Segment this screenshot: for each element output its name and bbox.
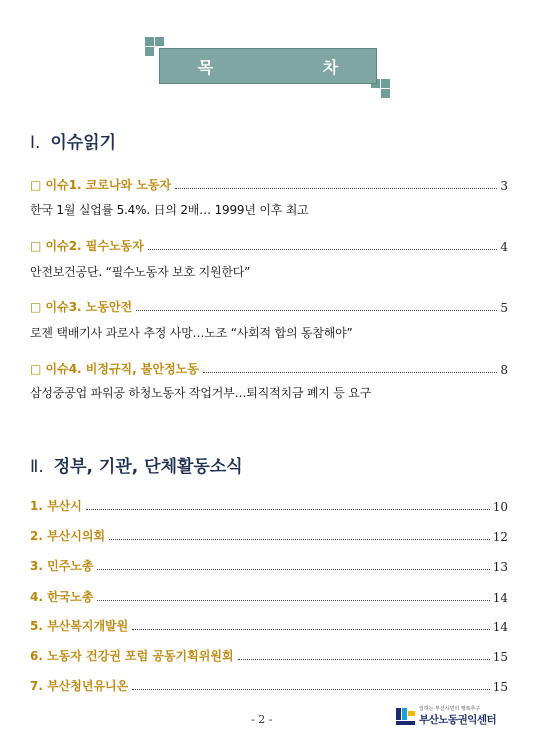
leader-dots xyxy=(97,599,489,601)
toc-entry-label: 2. 부산시의회 xyxy=(30,529,106,543)
center-logo xyxy=(395,705,513,727)
leader-dots xyxy=(238,658,490,660)
toc-entry-page: 5 xyxy=(500,301,508,315)
toc-title-banner xyxy=(143,37,393,99)
toc-entry-label: □ 이슈2. 필수노동자 xyxy=(30,239,144,253)
toc-entry-label: 3. 민주노총 xyxy=(30,559,94,573)
toc-entry[interactable] xyxy=(30,587,508,605)
leader-dots xyxy=(132,628,489,630)
toc-entry-page: 8 xyxy=(500,363,508,377)
leader-dots xyxy=(136,309,497,311)
leader-dots xyxy=(109,538,490,540)
toc-entry[interactable] xyxy=(30,526,508,544)
decor-square xyxy=(145,47,154,56)
toc-entry-page: 14 xyxy=(492,620,508,634)
toc-entry-label: 6. 노동자 건강권 포럼 공동기획위원회 xyxy=(30,649,234,663)
toc-entry[interactable] xyxy=(30,175,508,193)
leader-dots xyxy=(175,187,497,189)
toc-entry[interactable] xyxy=(30,297,508,315)
toc-entry[interactable] xyxy=(30,236,508,254)
leader-dots xyxy=(97,568,489,570)
toc-entry-label: 1. 부산시 xyxy=(30,499,82,513)
section-title: 이슈읽기 xyxy=(50,133,117,153)
leader-dots xyxy=(132,688,489,690)
decor-square xyxy=(145,37,154,46)
leader-dots xyxy=(203,371,498,373)
toc-entry[interactable] xyxy=(30,676,508,694)
toc-entry-page: 15 xyxy=(492,650,508,664)
section-number: Ⅱ. xyxy=(30,457,44,477)
toc-entry-summary: 삼성중공업 파워공 하청노동자 작업거부…퇴직적치금 폐지 등 요구 xyxy=(30,386,372,400)
page-number: - 2 - xyxy=(251,713,273,726)
toc-entry-label: 4. 한국노총 xyxy=(30,590,94,604)
leader-dots xyxy=(86,508,490,510)
logo-name: 부산노동권익센터 xyxy=(419,714,497,726)
toc-entry-page: 4 xyxy=(500,240,508,254)
toc-entry-label: □ 이슈4. 비정규직, 불안정노동 xyxy=(30,362,199,376)
toc-entry-page: 12 xyxy=(492,530,508,544)
toc-entry[interactable] xyxy=(30,646,508,664)
toc-entry-page: 14 xyxy=(492,591,508,605)
toc-entry-label: □ 이슈1. 코로나와 노동자 xyxy=(30,178,172,192)
decor-square xyxy=(381,79,390,88)
title-bar xyxy=(159,48,391,84)
center-logo-icon xyxy=(395,705,417,727)
toc-entry-page: 15 xyxy=(492,680,508,694)
toc-entry-summary: 로젠 택배기사 과로사 추정 사망…노조 “사회적 합의 동참해야” xyxy=(30,326,353,340)
toc-entry[interactable] xyxy=(30,359,508,377)
toc-entry-label: 7. 부산청년유니온 xyxy=(30,679,129,693)
toc-entry[interactable] xyxy=(30,496,508,514)
section-title: 정부, 기관, 단체활동소식 xyxy=(53,457,243,477)
toc-entry-summary: 안전보건공단. “필수노동자 보호 지원한다” xyxy=(30,265,251,279)
section-number: Ⅰ. xyxy=(30,133,41,153)
toc-entry-page: 3 xyxy=(500,179,508,193)
toc-entry-summary: 한국 1월 실업률 5.4%. 日의 2배… 1999년 이후 최고 xyxy=(30,203,309,217)
toc-entry-page: 13 xyxy=(492,560,508,574)
toc-entry-label: 5. 부산복지개발원 xyxy=(30,619,129,633)
toc-entry[interactable] xyxy=(30,616,508,634)
toc-entry-label: □ 이슈3. 노동안전 xyxy=(30,300,133,314)
decor-square xyxy=(381,89,390,98)
logo-tagline: 일하는 부산시민의 행복추구 xyxy=(419,706,481,712)
section-heading-1 xyxy=(30,128,116,153)
toc-entry[interactable] xyxy=(30,556,508,574)
decor-square xyxy=(155,37,164,46)
section-heading-2 xyxy=(30,452,243,477)
leader-dots xyxy=(148,248,498,250)
toc-entry-page: 10 xyxy=(492,500,508,514)
page-title: 목 차 xyxy=(197,57,391,77)
